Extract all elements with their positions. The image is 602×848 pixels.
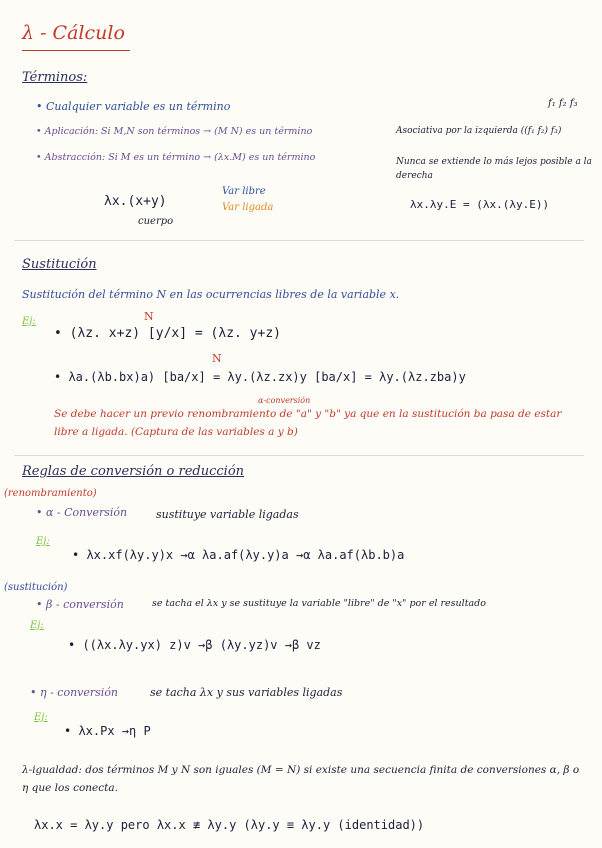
divider-1 <box>14 240 584 241</box>
abstraction-formula: λx.(x+y) <box>104 194 167 209</box>
over-alpha-note: α-conversión <box>258 396 311 405</box>
title-underline <box>22 50 130 51</box>
page-title: λ - Cálculo <box>22 22 125 44</box>
sustitucion-note: Se debe hacer un previo renombramiento de "a" y "b" ya que en la sustitución ba pasa de estar libre a ligada. (Captura de las variables a y b) <box>54 408 562 438</box>
alpha-example: • λx.xf(λy.y)x →α λa.af(λy.y)a →α λa.af(λb.b)a <box>72 548 404 562</box>
beta-ej-label: Ej: <box>30 620 44 631</box>
label-cuerpo: cuerpo <box>138 216 174 227</box>
sustitucion-example-1: • (λz. x+z) [y/x] = (λz. y+z) <box>54 326 281 341</box>
sustitucion-ej-label: Ej: <box>22 316 36 327</box>
divider-2 <box>14 455 584 456</box>
eta-example: • λx.Px →η P <box>64 724 151 738</box>
side-assoc-note: Asociativa por la izquierda ((f₁ f₂) f₃) <box>396 126 562 136</box>
label-var-libre: Var libre <box>222 186 266 197</box>
eta-ej-label: Ej: <box>34 712 48 723</box>
term-rule-1: • Cualquier variable es un término <box>36 100 230 113</box>
alpha-tag: (renombramiento) <box>4 488 97 499</box>
section-heading-terminos: Términos: <box>22 70 88 85</box>
sustitucion-example-2: • λa.(λb.bx)a) [ba/x] = λy.(λz.zx)y [ba/x] = λy.(λz.zba)y <box>54 370 466 384</box>
section-heading-reglas: Reglas de conversión o reducción <box>22 464 245 479</box>
term-rule-2: • Aplicación: Si M,N son términos → (M N) es un término <box>36 126 312 137</box>
beta-example: • ((λx.λy.yx) z)v →β (λy.yz)v →β vz <box>68 638 321 652</box>
alpha-conversion-desc: sustituye variable ligadas <box>156 508 299 521</box>
alpha-conversion-label: • α - Conversión <box>36 506 127 519</box>
beta-conversion-desc: se tacha el λx y se sustituye la variable "libre" de "x" por el resultado <box>152 598 486 609</box>
term-rule-3: • Abstracción: Si M es un término → (λx.M) es un término <box>36 152 315 163</box>
beta-tag: (sustitución) <box>4 582 68 593</box>
over-n-2: N <box>212 352 222 365</box>
final-equality-line: λx.x = λy.y pero λx.x ≢ λy.y (λy.y ≡ λy.y (identidad)) <box>34 818 425 832</box>
alpha-ej-label: Ej: <box>36 536 50 547</box>
eta-conversion-label: • η - conversión <box>30 686 118 699</box>
side-extend-note: Nunca se extiende lo más lejos posible a la derecha <box>396 157 592 181</box>
eta-conversion-desc: se tacha λx y sus variables ligadas <box>150 686 343 699</box>
section-heading-sustitucion: Sustitución <box>22 257 97 272</box>
side-example: λx.λy.E = (λx.(λy.E)) <box>410 198 550 211</box>
beta-conversion-label: • β - conversión <box>36 598 124 611</box>
over-n-1: N <box>144 310 154 323</box>
sustitucion-definition: Sustitución del término N en las ocurrencias libres de la variable x. <box>22 288 400 301</box>
lambda-igualdad-definition: λ-igualdad: dos términos M y N son iguales (M = N) si existe una secuencia finita de conversiones α, β o η que los conecta. <box>22 764 580 794</box>
side-f-terms: f₁ f₂ f₃ <box>548 98 578 109</box>
label-var-ligada: Var ligada <box>222 202 274 213</box>
